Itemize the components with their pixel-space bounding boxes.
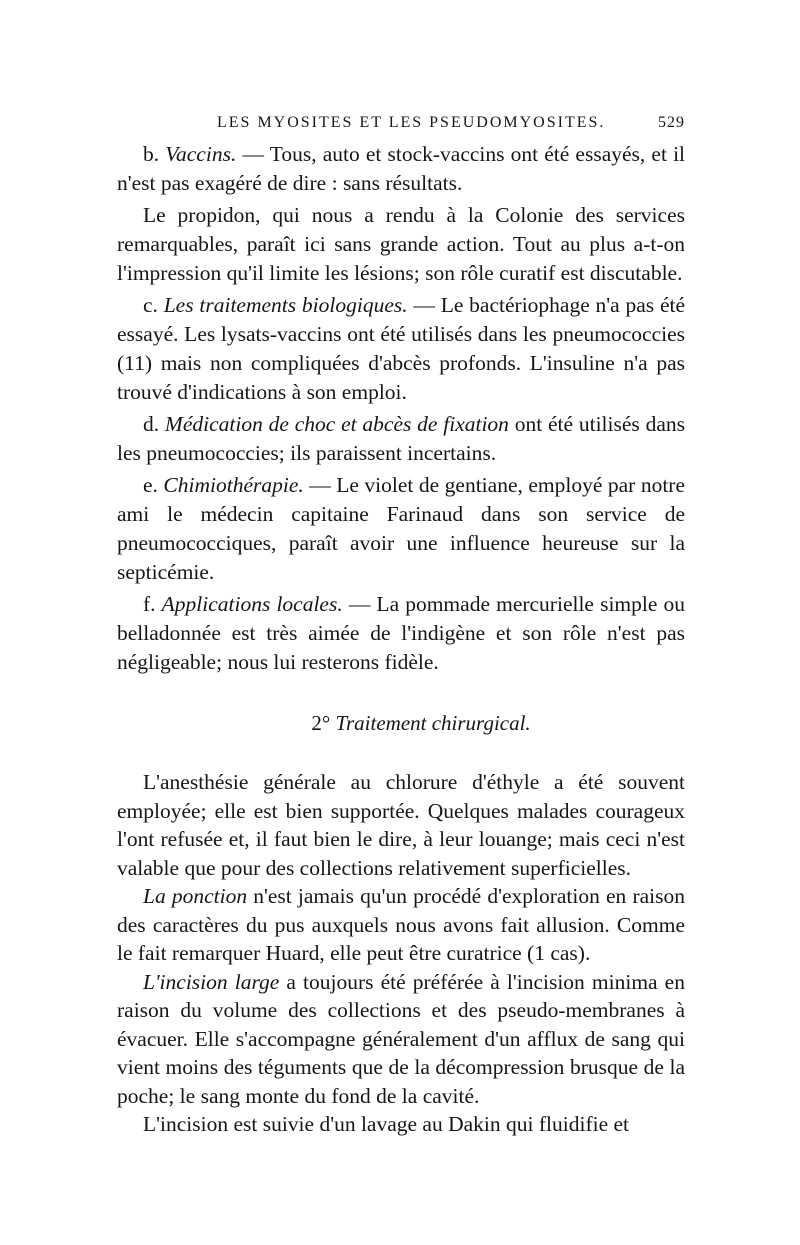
- book-page: [117, 114, 685, 1139]
- item-text: a toujours été préférée à l'incision minima en raison du volume des collections et des pseudo-membranes à évacuer. Elle s'accompagne généralement d'un afflux de sang qui vient moins des téguments que de la décompression brusque de la poche; le sang monte du fond de la cavité.: [117, 969, 685, 1108]
- item-label: c.: [143, 293, 158, 317]
- item-text: L'incision est suivie d'un lavage au Dakin qui fluidifie et: [143, 1112, 630, 1136]
- item-text: — La pommade mercurielle simple ou belladonnée est très aimée de l'indigène et son rôle n'est pas négligeable; nous lui resterons fidèle.: [117, 592, 686, 674]
- item-text: — Tous, auto et stock-vaccins ont été essayés, et il n'est pas exagéré de dire : sans résultats.: [117, 142, 686, 195]
- item-heading: Vaccins.: [165, 142, 237, 166]
- item-text: Le propidon, qui nous a rendu à la Colonie des services remarquables, paraît ici sans grande action. Tout au plus a-t-on l'impression qu'il limite les lésions; son rôle curatif est discutable.: [117, 203, 685, 285]
- item-text: ont été utilisés dans les pneumococcies; ils paraissent incertains.: [117, 412, 685, 465]
- running-header: [217, 114, 685, 140]
- section-heading: [117, 711, 685, 736]
- paragraph-incision-lavage: [117, 1110, 685, 1139]
- section-number: 2°: [311, 711, 331, 735]
- page-number: 529: [658, 114, 685, 131]
- paragraph-anesthesie: [117, 768, 685, 882]
- item-heading: Applications locales.: [161, 592, 343, 616]
- item-label: b.: [143, 142, 160, 166]
- surgical-treatment-text: [117, 768, 685, 1139]
- running-title: LES MYOSITES ET LES PSEUDOMYOSITES.: [217, 114, 606, 131]
- item-heading: La ponction: [143, 884, 248, 908]
- item-heading: Les traitements biologiques.: [163, 293, 408, 317]
- section-title: Traitement chirurgical.: [335, 711, 531, 735]
- item-text: — Le bactériophage n'a pas été essayé. Les lysats-vaccins ont été utilisés dans les pneumococcies (11) mais non compliquées d'abcès profonds. L'insuline n'a pas trouvé d'indications à son emploi.: [117, 293, 686, 404]
- item-heading: Chimiothérapie.: [163, 473, 304, 497]
- paragraph-incision-large: [117, 968, 685, 1111]
- item-label: f.: [143, 592, 156, 616]
- paragraph-vaccins: [117, 140, 685, 198]
- paragraph-traitements-biologiques: [117, 291, 685, 407]
- item-text: — Le violet de gentiane, employé par notre ami le médecin capitaine Farinaud dans son service de pneumococciques, paraît avoir une influence heureuse sur la septicémie.: [117, 473, 686, 584]
- treatment-list: [117, 140, 685, 677]
- item-label: d.: [143, 412, 160, 436]
- item-heading: Médication de choc et abcès de fixation: [164, 412, 509, 436]
- paragraph-ponction: [117, 882, 685, 968]
- item-text: L'anesthésie générale au chlorure d'éthyle a été souvent employée; elle est bien supportée. Quelques malades courageux l'ont refusée et, il faut bien le dire, à leur louange; mais ceci n'est valable que pour des collections relativement superficielles.: [117, 770, 685, 880]
- paragraph-medication-de-choc: [117, 410, 685, 468]
- paragraph-applications-locales: [117, 590, 685, 677]
- item-heading: L'incision large: [143, 969, 280, 994]
- paragraph-propidon: [117, 201, 685, 288]
- item-text: n'est jamais qu'un procédé d'exploration en raison des caractères du pus auxquels nous avons fait allusion. Comme le fait remarquer Huard, elle peut être curatrice (1 cas).: [117, 884, 685, 965]
- paragraph-chimiotherapie: [117, 471, 685, 587]
- item-label: e.: [143, 473, 158, 497]
